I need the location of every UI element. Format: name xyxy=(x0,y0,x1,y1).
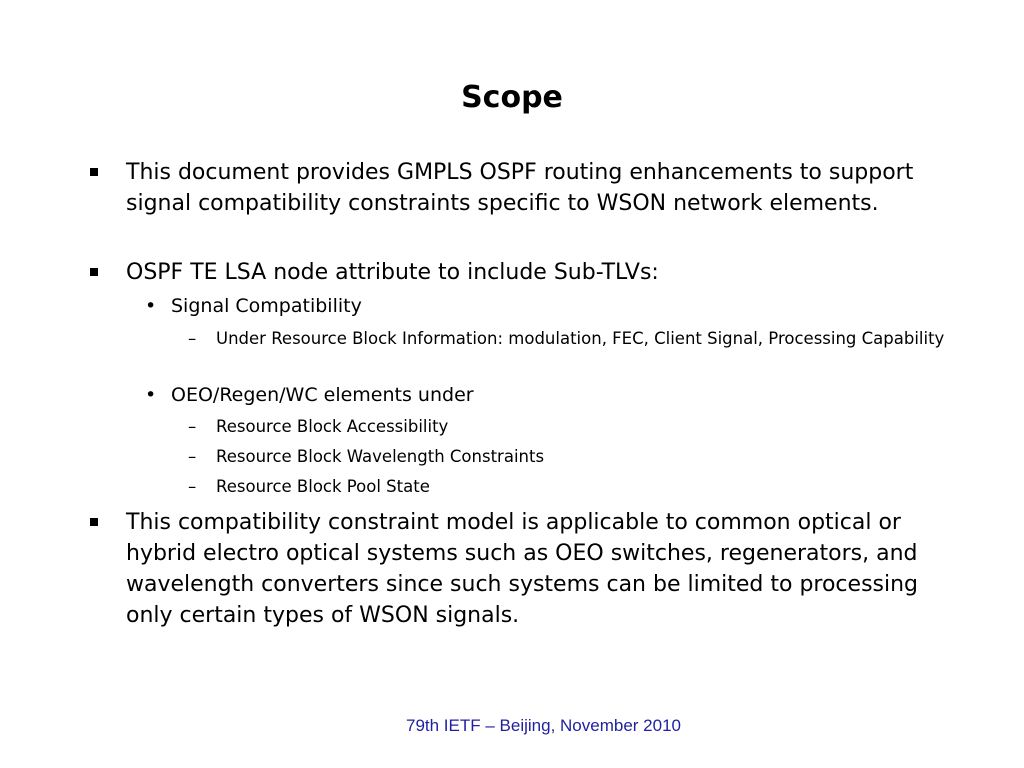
sub-sub-bullet-text: Resource Block Wavelength Constraints xyxy=(216,447,545,466)
bullet-text: OSPF TE LSA node attribute to include Sub-TLVs: xyxy=(126,260,659,285)
bullet-item xyxy=(126,157,946,219)
square-bullet-icon xyxy=(90,518,98,526)
bullet-text: This compatibility constraint model is applicable to common optical or hybrid electro optical systems such as OEO switches, regenerators, and wavelength converters since such systems can be limited to processing only certain types of WSON signals. xyxy=(126,510,919,628)
dot-bullet-icon: • xyxy=(145,384,157,406)
bullet-item xyxy=(126,257,946,288)
sub-sub-bullet-text: Resource Block Accessibility xyxy=(216,417,449,436)
dash-bullet-icon: – xyxy=(188,447,197,466)
sub-bullet-item xyxy=(145,293,961,320)
sub-sub-bullet-text: Resource Block Pool State xyxy=(216,477,430,496)
dash-bullet-icon: – xyxy=(188,477,197,496)
sub-sub-bullet-item xyxy=(188,445,961,469)
slide-title: Scope xyxy=(461,80,563,116)
dot-bullet-icon: • xyxy=(145,295,157,317)
sub-bullet-text: Signal Compatibility xyxy=(171,295,362,317)
bullet-text: This document provides GMPLS OSPF routing enhancements to support signal compatibility constraints specific to WSON network elements. xyxy=(126,160,914,216)
square-bullet-icon xyxy=(90,268,98,276)
sub-bullet-text: OEO/Regen/WC elements under xyxy=(171,384,474,406)
square-bullet-icon xyxy=(90,168,98,176)
sub-bullet-item xyxy=(145,382,961,409)
slide-footer: 79th IETF – Beijing, November 2010 xyxy=(406,716,681,735)
sub-sub-bullet-item xyxy=(188,475,961,499)
sub-sub-bullet-item xyxy=(188,415,961,439)
bullet-item xyxy=(126,507,946,631)
sub-sub-bullet-text: Under Resource Block Information: modulation, FEC, Client Signal, Processing Capability xyxy=(216,329,945,348)
dash-bullet-icon: – xyxy=(188,329,197,348)
dash-bullet-icon: – xyxy=(188,417,197,436)
sub-sub-bullet-item xyxy=(188,327,961,351)
